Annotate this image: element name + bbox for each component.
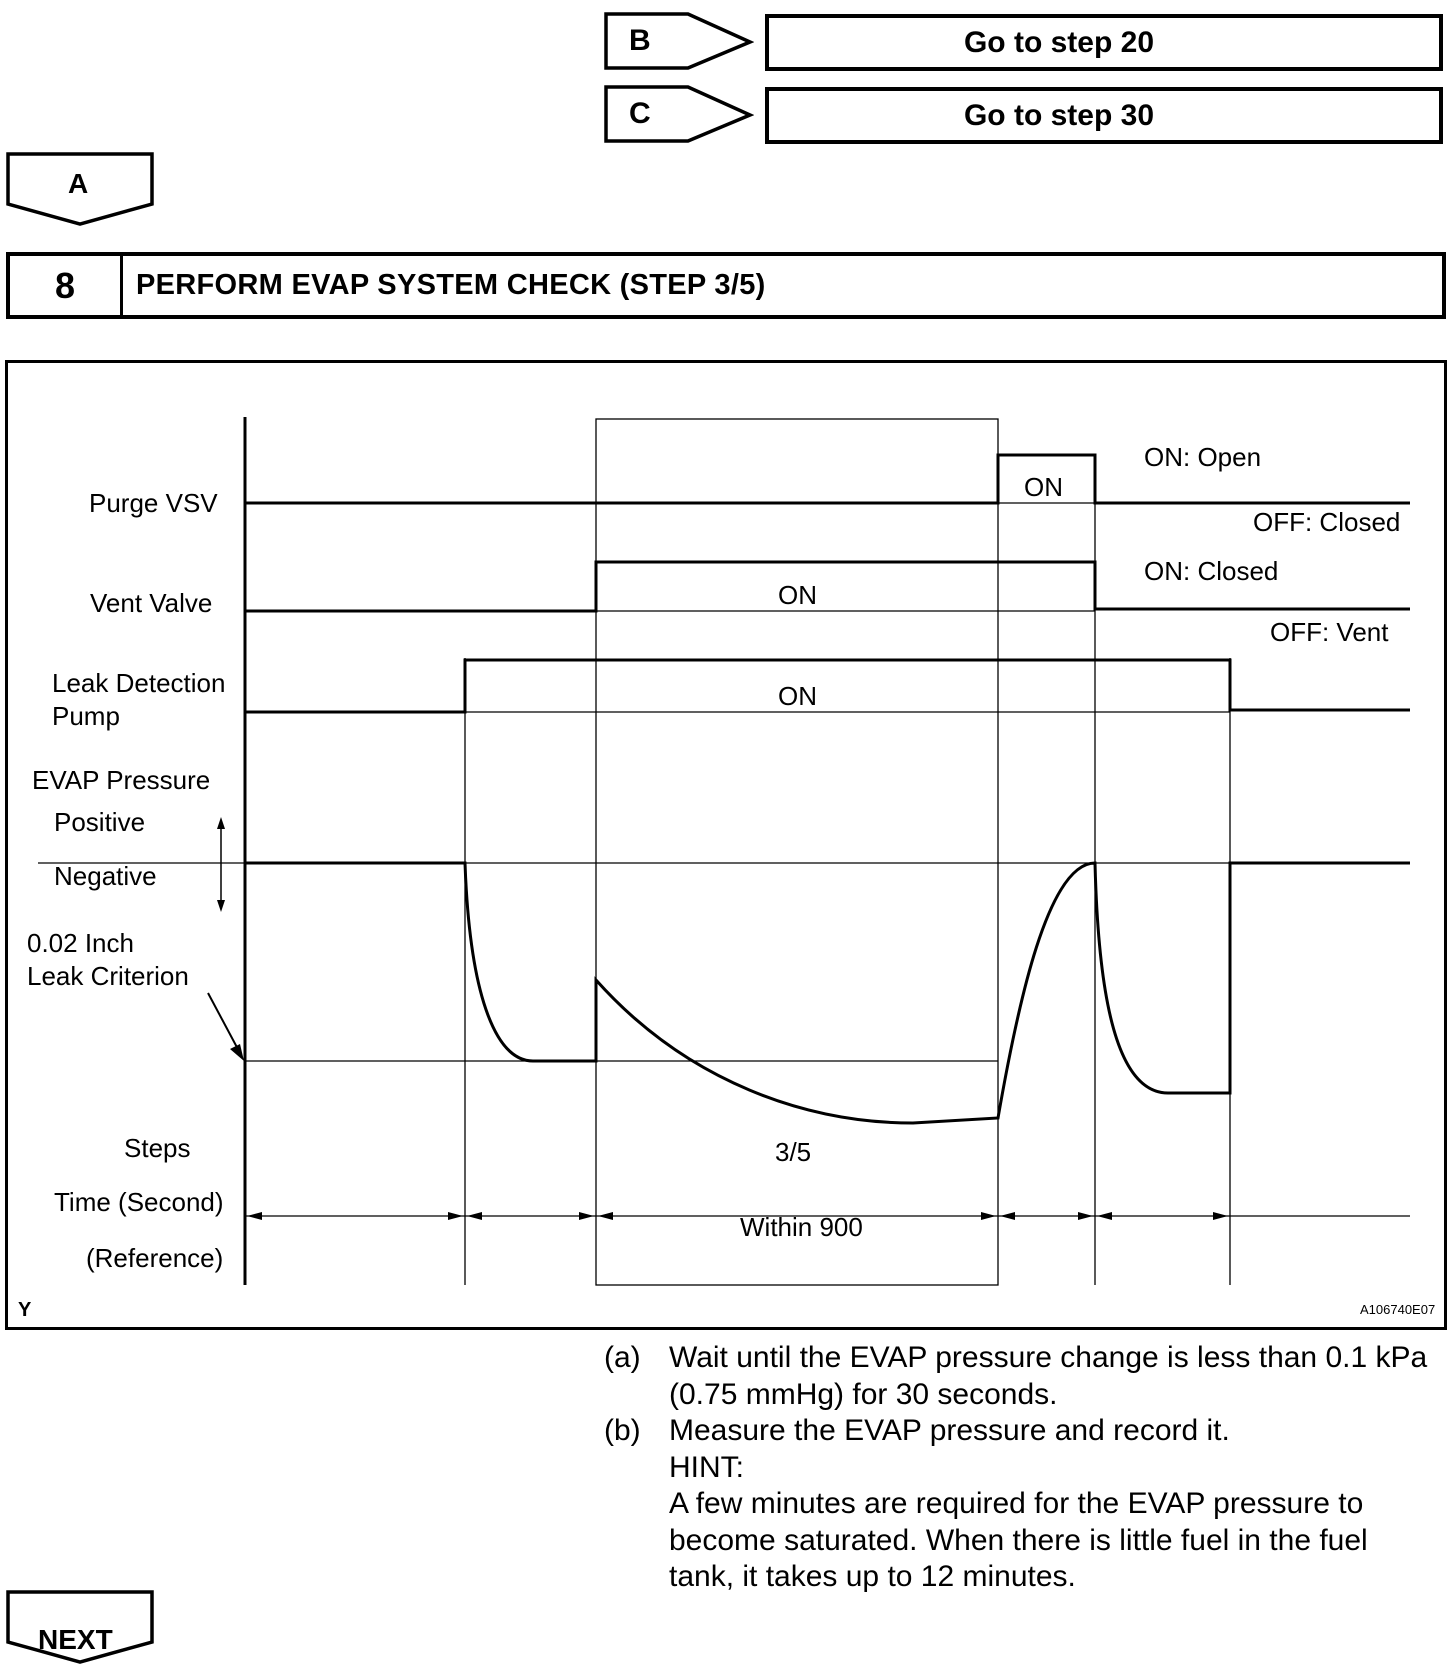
branch-b-tag[interactable] <box>604 12 754 72</box>
step-title: PERFORM EVAP SYSTEM CHECK (STEP 3/5) <box>136 269 766 301</box>
pump-on-label: ON <box>778 681 817 711</box>
label-criterion-2: Leak Criterion <box>27 961 189 991</box>
label-negative: Negative <box>54 861 157 891</box>
figure-code: A106740E07 <box>1360 1302 1436 1317</box>
instructions <box>604 1340 1444 1596</box>
row-label-vent-valve: Vent Valve <box>90 588 213 618</box>
instruction-a-line2: (0.75 mmHg) for 30 seconds. <box>669 1377 1058 1411</box>
row-label-leak-pump-1: Leak Detection <box>52 668 226 698</box>
corner-mark: Y <box>18 1299 32 1321</box>
instruction-b-marker: (b) <box>604 1414 641 1447</box>
within-900-label: Within 900 <box>740 1212 863 1242</box>
purge-off-note: OFF: Closed <box>1253 507 1401 537</box>
instruction-a-marker: (a) <box>604 1341 641 1374</box>
row-label-leak-pump-2: Pump <box>52 701 120 731</box>
row-label-steps: Steps <box>124 1133 191 1163</box>
row-label-reference: (Reference) <box>86 1243 224 1273</box>
go-to-step-20-box[interactable] <box>765 14 1443 71</box>
evap-timing-diagram <box>5 360 1447 1330</box>
step-header <box>6 252 1446 319</box>
hint-line3: tank, it takes up to 12 minutes. <box>669 1560 1076 1593</box>
step-3-5-label: 3/5 <box>775 1137 812 1167</box>
instruction-b-line1: Measure the EVAP pressure and record it. <box>669 1414 1230 1447</box>
branch-c-letter: C <box>629 97 651 130</box>
row-label-purge-vsv: Purge VSV <box>89 488 218 518</box>
hint-line2: become saturated. When there is little fuel in the fuel <box>669 1523 1368 1557</box>
hint-line1: A few minutes are required for the EVAP pressure to <box>669 1487 1364 1520</box>
label-positive: Positive <box>54 807 146 837</box>
branch-b-letter: B <box>629 24 651 57</box>
branch-c-tag[interactable] <box>604 85 754 145</box>
row-label-evap-pressure: EVAP Pressure <box>32 765 211 795</box>
step-number: 8 <box>10 256 123 315</box>
instruction-a-line1: Wait until the EVAP pressure change is less than 0.1 kPa <box>669 1341 1428 1374</box>
instruction-b <box>604 1413 1444 1596</box>
vent-off-note: OFF: Vent <box>1270 617 1389 647</box>
branch-a-letter: A <box>68 168 89 199</box>
vent-on-label: ON <box>778 580 817 610</box>
go-to-step-30-label: Go to step 30 <box>963 98 1155 132</box>
purge-on-note: ON: Open <box>1144 442 1262 472</box>
diagram-lines <box>8 363 1444 1327</box>
go-to-step-30-box[interactable] <box>765 87 1443 144</box>
purge-on-label: ON <box>1024 472 1063 502</box>
hint-label: HINT: <box>669 1450 744 1484</box>
instruction-a <box>604 1340 1444 1413</box>
label-criterion-1: 0.02 Inch <box>27 928 134 958</box>
row-label-time: Time (Second) <box>54 1187 224 1217</box>
vent-on-note: ON: Closed <box>1144 556 1279 586</box>
go-to-step-20-label: Go to step 20 <box>963 25 1155 59</box>
next-label: NEXT <box>38 1624 113 1655</box>
